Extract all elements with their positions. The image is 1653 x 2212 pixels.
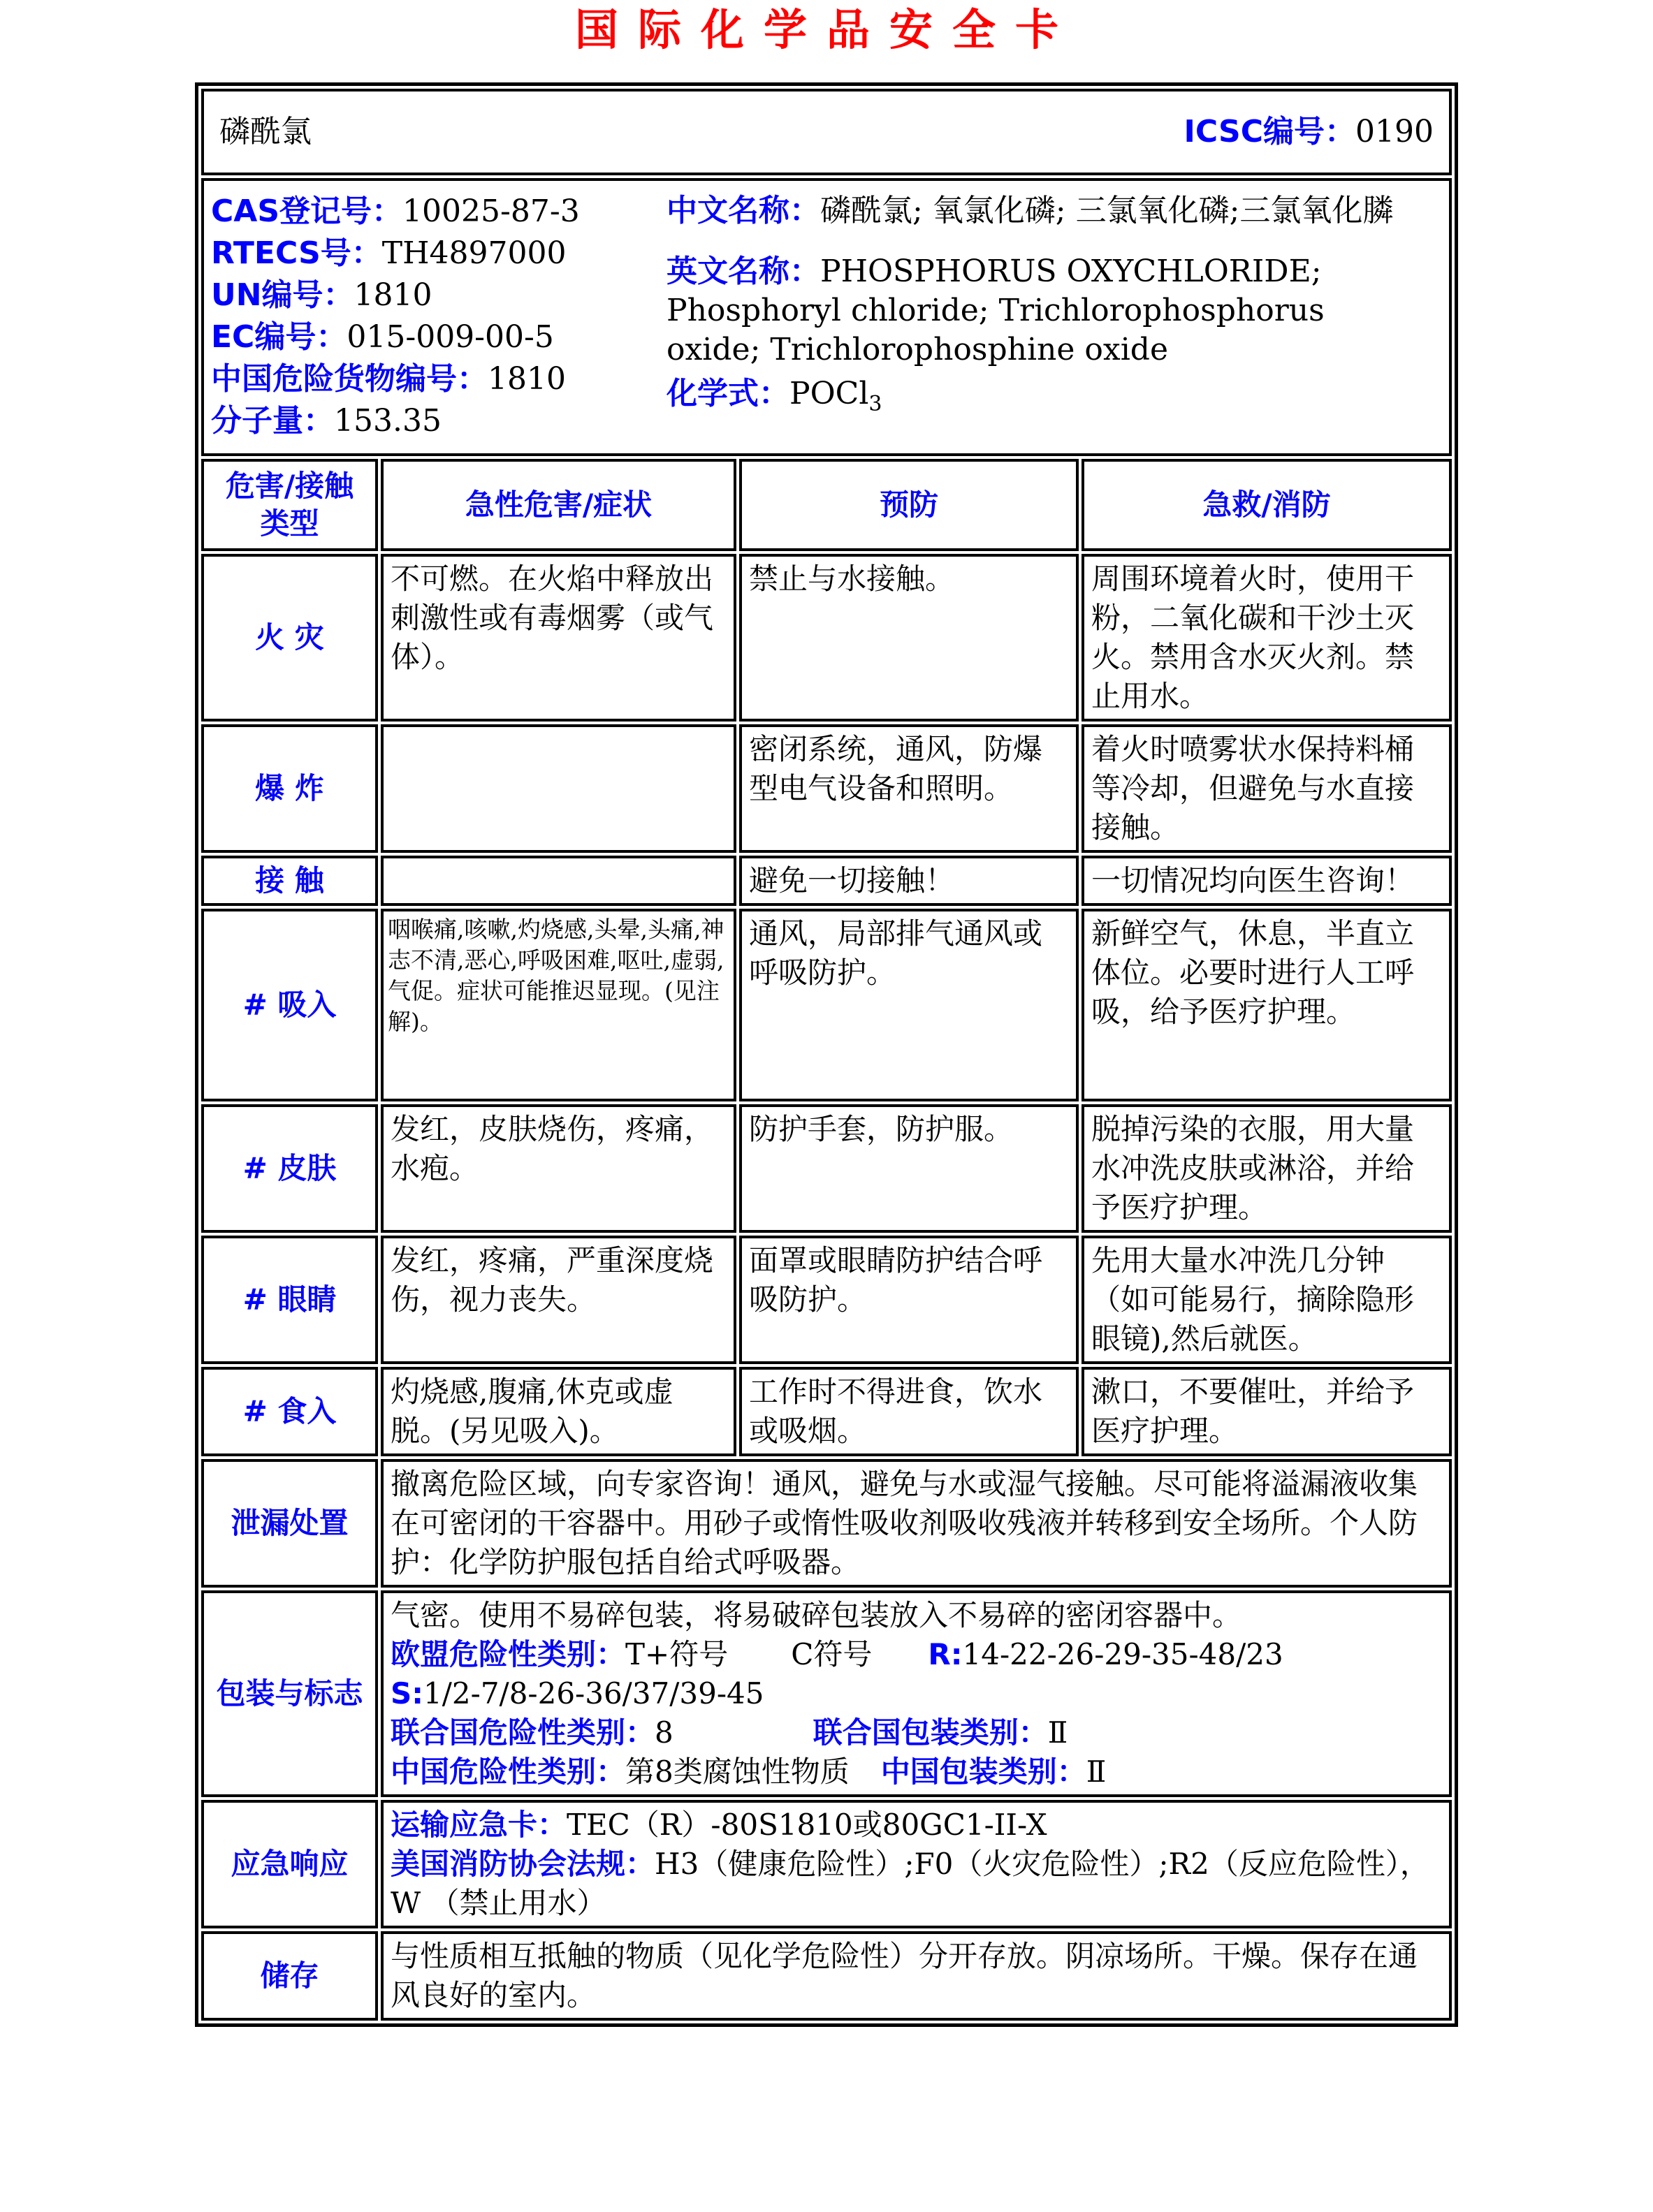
un-label: UN编号： [210,277,354,313]
cell-eyes-response: 先用大量水冲洗几分钟（如可能易行，摘除隐形眼镜),然后就医。 [1082,1236,1452,1364]
r-phrases-label: R: [928,1637,963,1671]
tec-label: 运输应急卡： [390,1808,567,1842]
chinese-name-label: 中文名称： [666,193,820,228]
cell-ingestion-response: 漱口，不要催吐，并给予医疗护理。 [1082,1367,1452,1456]
hazard-row-skin [201,1104,1452,1233]
formula-line [667,374,1445,425]
un-class-label: 联合国危险性类别： [390,1715,655,1750]
row-label-skin: # 皮肤 [201,1104,378,1233]
name-cell [201,89,1452,175]
english-names-line [667,252,1418,369]
chemical-name: 磷酰氯 [219,114,312,149]
chinese-names-line [667,191,1418,231]
china-dg-number-line [211,358,662,400]
packaging-cn-line [391,1752,1442,1792]
cell-packaging [381,1590,1452,1797]
formula-value: POCl [789,376,869,411]
r-phrases-value: 14-22-26-29-35-48/23 [962,1637,1283,1671]
hazard-header-row [201,459,1452,551]
section-row-packaging [201,1590,1452,1797]
un-pack-value: Ⅱ [1047,1715,1068,1750]
icsc-page [0,4,1653,2027]
nfpa-line [391,1845,1442,1923]
icsc-card-table [195,82,1458,2027]
row-label-eyes: # 眼睛 [201,1236,378,1364]
icsc-number: 0190 [1355,114,1434,149]
cell-emergency [381,1800,1452,1928]
names-block [662,191,1445,442]
cell-eyes-symptoms: 发红，疼痛，严重深度烧伤，视力丧失。 [381,1236,736,1364]
hazard-row-explosion [201,724,1452,853]
identifier-flex [208,191,1445,442]
tec-line [391,1806,1442,1845]
row-label-explosion: 爆 炸 [201,724,378,853]
cell-skin-symptoms: 发红，皮肤烧伤，疼痛，水疱。 [381,1104,736,1233]
identifier-row [201,178,1452,456]
icsc-label: ICSC编号： [1184,114,1356,149]
s-phrases-label: S: [390,1676,424,1711]
cell-explosion-prevention: 密闭系统，通风，防爆型电气设备和照明。 [739,724,1079,853]
icsc-number-group [1184,112,1434,152]
cell-inhalation-prevention: 通风，局部排气通风或呼吸防护。 [739,909,1079,1101]
packaging-intro-text: 气密。使用不易碎包装，将易破碎包装放入不易碎的密闭容器中。 [390,1598,1241,1632]
nfpa-label: 美国消防协会法规： [390,1847,655,1881]
hazard-row-contact [201,856,1452,906]
molecular-weight-line [211,400,662,442]
cell-fire-symptoms: 不可燃。在火焰中释放出刺激性或有毒烟雾（或气体）。 [381,554,736,722]
cell-eyes-prevention: 面罩或眼睛防护结合呼吸防护。 [739,1236,1079,1364]
cn-class-value: 第8类腐蚀性物质 [625,1755,850,1789]
name-flex [219,112,1434,152]
eu-symbol-2: C符号 [791,1637,873,1671]
un-class-value: 8 [655,1715,673,1750]
cell-fire-prevention: 禁止与水接触。 [739,554,1079,722]
s-phrases-value: 1/2-7/8-26-36/37/39-45 [423,1676,764,1711]
english-name-value: PHOSPHORUS OXYCHLORIDE; Phosphoryl chloride; Trichlorophosphorus oxide; Trichlorophosphine oxide [666,254,1325,367]
col-header-response: 急救/消防 [1082,459,1452,551]
ec-value: 015-009-00-5 [347,319,554,355]
cell-explosion-symptoms [381,724,736,853]
packaging-eu-line [391,1635,1442,1674]
cas-value: 10025-87-3 [402,193,580,229]
english-name-label: 英文名称： [666,254,820,289]
section-row-spill [201,1459,1452,1588]
packaging-intro-line [391,1596,1442,1635]
cell-ingestion-prevention: 工作时不得进食，饮水或吸烟。 [739,1367,1079,1456]
cell-storage-text: 与性质相互抵触的物质（见化学危险性）分开存放。阴凉场所。干燥。保存在通风良好的室内。 [381,1931,1452,2021]
formula-subscript: 3 [868,391,882,416]
section-row-storage [201,1931,1452,2021]
formula-label: 化学式： [666,376,789,411]
cell-fire-response: 周围环境着火时，使用干粉，二氧化碳和干沙土灭火。禁用含水灭火剂。禁止用水。 [1082,554,1452,722]
china-dg-value: 1810 [487,361,566,397]
un-pack-label: 联合国包装类别： [813,1715,1048,1750]
cas-label: CAS登记号： [210,193,403,229]
packaging-un-line [391,1713,1442,1752]
china-dg-label: 中国危险货物编号： [210,361,488,397]
col-header-symptoms: 急性危害/症状 [381,459,736,551]
row-label-storage: 储存 [201,1931,378,2021]
row-label-ingestion: # 食入 [201,1367,378,1456]
eu-symbol-1: T+符号 [625,1637,729,1671]
cell-explosion-response: 着火时喷雾状水保持料桶等冷却，但避免与水直接接触。 [1082,724,1452,853]
hazard-row-ingestion [201,1367,1452,1456]
cell-inhalation-symptoms: 咽喉痛,咳嗽,灼烧感,头晕,头痛,神志不清,恶心,呼吸困难,呕吐,虚弱,气促。症状可能推迟显现。(见注解)。 [381,909,736,1101]
col-header-prevention: 预防 [739,459,1079,551]
rtecs-number-line [211,233,662,274]
cn-class-label: 中国危险性类别： [390,1755,625,1789]
ec-label: EC编号： [210,319,347,355]
tec-value: TEC（R）-80S1810或80GC1-II-X [567,1808,1047,1842]
un-value: 1810 [354,277,432,313]
rtecs-value: TH4897000 [381,235,567,271]
row-label-packaging: 包装与标志 [201,1590,378,1797]
hazard-row-eyes [201,1236,1452,1364]
molecular-weight-label: 分子量： [210,403,334,439]
cell-skin-prevention: 防护手套，防护服。 [739,1104,1079,1233]
cell-contact-symptoms [381,856,736,906]
hazard-row-inhalation [201,909,1452,1101]
ec-number-line [211,316,662,358]
cell-skin-response: 脱掉污染的衣服，用大量水冲洗皮肤或淋浴，并给予医疗护理。 [1082,1104,1452,1233]
cell-contact-response: 一切情况均向医生咨询！ [1082,856,1452,906]
row-label-inhalation: # 吸入 [201,909,378,1101]
page-title: 国际化学品安全卡 [574,4,1078,55]
cn-pack-label: 中国包装类别： [880,1755,1086,1789]
col-header-hazard-type: 危害/接触类型 [201,459,378,551]
row-label-emergency: 应急响应 [201,1800,378,1928]
rtecs-label: RTECS号： [210,235,382,271]
eu-class-label: 欧盟危险性类别： [390,1637,625,1671]
cell-spill-text: 撤离危险区域，向专家咨询！通风，避免与水或湿气接触。尽可能将溢漏液收集在可密闭的干容器中。用砂子或惰性吸收剂吸收残液并转移到安全场所。个人防护：化学防护服包括自给式呼吸器。 [381,1459,1452,1588]
chinese-name-value: 磷酰氯; 氧氯化磷; 三氯氧化磷;三氯氧化膦 [820,193,1394,228]
nfpa-value: H3（健康危险性）;F0（火灾危险性）;R2（反应危险性），W （禁止用水） [390,1847,1429,1920]
molecular-weight-value: 153.35 [333,403,442,439]
cn-pack-value: Ⅱ [1086,1755,1107,1789]
un-number-line [211,274,662,316]
packaging-s-line [391,1674,1442,1713]
cell-contact-prevention: 避免一切接触！ [739,856,1079,906]
identifier-cell [201,178,1452,456]
row-label-fire: 火 灾 [201,554,378,722]
name-row [201,89,1452,175]
cell-inhalation-response: 新鲜空气，休息，半直立体位。必要时进行人工呼吸，给予医疗护理。 [1082,909,1452,1101]
row-label-spill: 泄漏处置 [201,1459,378,1588]
hazard-row-fire [201,554,1452,722]
identifier-list [208,191,662,442]
section-row-emergency [201,1800,1452,1928]
cas-number-line [211,191,662,233]
row-label-contact: 接 触 [201,856,378,906]
cell-ingestion-symptoms: 灼烧感,腹痛,休克或虚脱。(另见吸入)。 [381,1367,736,1456]
